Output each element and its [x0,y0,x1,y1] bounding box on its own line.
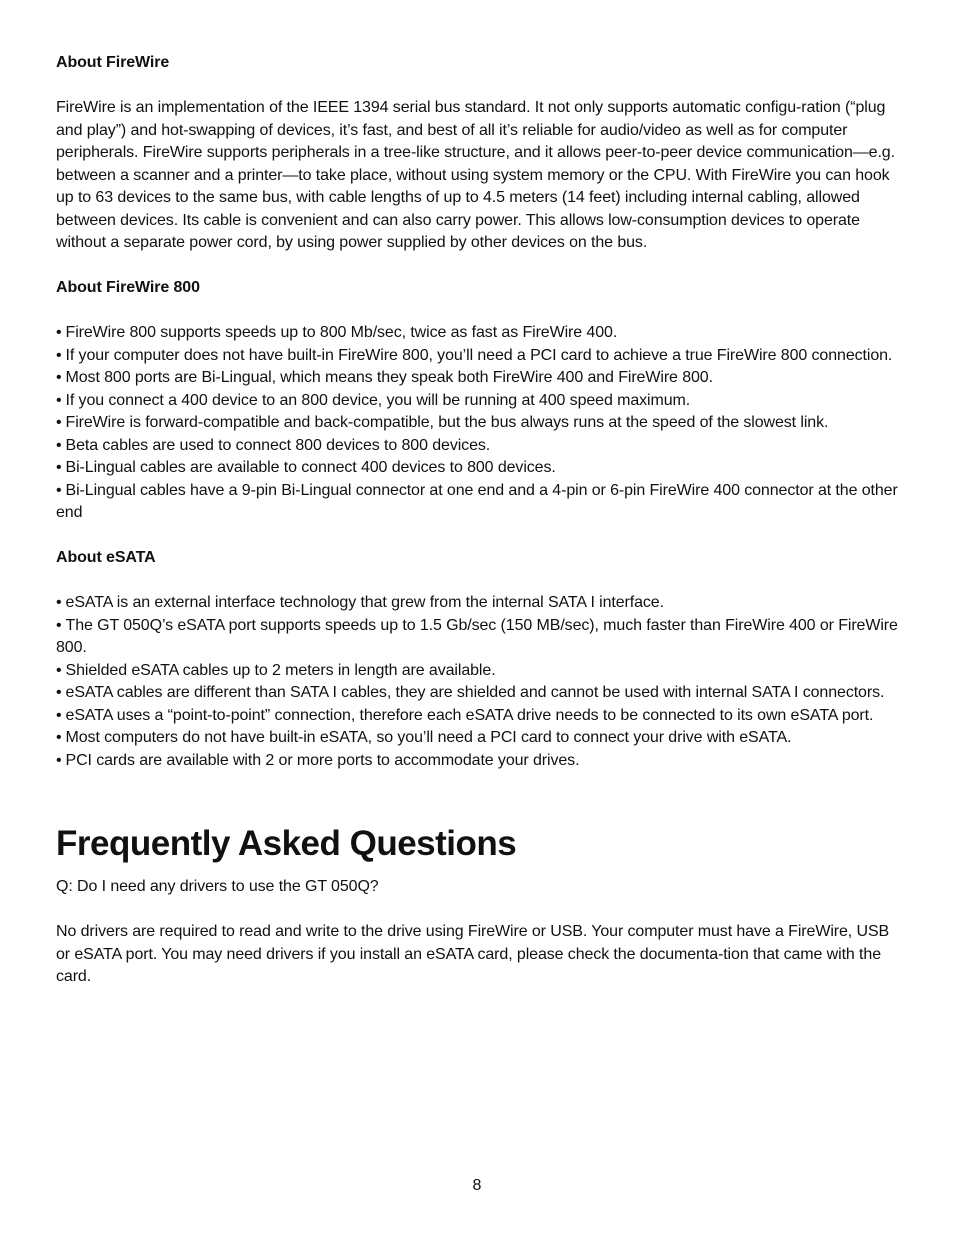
bullet-icon: • [56,414,62,431]
list-item: • PCI cards are available with 2 or more ports to accommodate your drives. [56,751,580,769]
heading-about-firewire-800: About FireWire 800 [56,279,200,296]
bullet-icon: • [56,346,62,364]
list-item: • Bi-Lingual cables are available to connect 400 devices to 800 devices. [56,459,556,476]
bullet-icon: • [56,661,62,679]
document-page [56,52,898,989]
section-about-esata [56,547,898,772]
list-item: • Most 800 ports are Bi-Lingual, which means they speak both FireWire 400 and FireWire 800. [56,369,713,386]
bullet-icon: • [56,391,62,409]
list-item: • eSATA is an external interface technology that grew from the internal SATA I interface. [56,594,664,611]
bullet-icon: • [56,684,62,701]
list-item: • Most computers do not have built-in eSATA, so you’ll need a PCI card to connect your drive with eSATA. [56,729,792,746]
firewire-800-bullet-list [56,322,898,525]
faq-question: Q: Do I need any drivers to use the GT 050Q? [56,878,379,895]
bullet-icon: • [56,324,62,341]
list-item: • If you connect a 400 device to an 800 device, you will be running at 400 speed maximum. [56,391,691,409]
page-number: 8 [472,1177,482,1194]
bullet-icon: • [56,616,62,634]
section-about-firewire-800 [56,277,898,525]
list-item: • FireWire 800 supports speeds up to 800 Mb/sec, twice as fast as FireWire 400. [56,324,618,341]
list-item: • FireWire is forward-compatible and back-compatible, but the bus always runs at the speed of the slowest link. [56,414,829,431]
bullet-icon: • [56,594,62,611]
bullet-icon: • [56,436,62,454]
faq-answer: No drivers are required to read and write to the drive using FireWire or USB. Your computer must have a FireWire, USB or eSATA port. You may need drivers if you install an eSATA card, please check the documenta-tion that came with the card. [56,923,890,985]
list-item: • eSATA cables are different than SATA I cables, they are shielded and cannot be used with internal SATA I connectors. [56,684,885,701]
section-faq [56,824,898,989]
heading-about-esata: About eSATA [56,549,156,566]
list-item: • If your computer does not have built-in FireWire 800, you’ll need a PCI card to achieve a true FireWire 800 connection. [56,346,893,364]
section-about-firewire [56,52,898,255]
paragraph-firewire: FireWire is an implementation of the IEEE 1394 serial bus standard. It not only supports automatic configu-ration (“plug and play”) and hot-swapping of devices, it’s fast, and best of all it’s reliable for audio/video as well as for computer peripherals. FireWire supports peripherals in a tree-like structure, and it allows peer-to-peer device communication—e.g. between a scanner and a printer—to take place, without using system memory or the CPU. With FireWire you can hook up to 63 devices to the same bus, with cable lengths of up to 4.5 meters (14 feet) including internal cabling, allowed between devices. Its cable is convenient and can also carry power. This allows low-consumption devices to operate without a separate power cord, by using power supplied by other devices on the bus. [56,99,895,251]
heading-about-firewire: About FireWire [56,54,170,71]
list-item: • The GT 050Q’s eSATA port supports speeds up to 1.5 Gb/sec (150 MB/sec), much faster than FireWire 400 or FireWire 800. [56,616,898,656]
faq-title: Frequently Asked Questions [56,824,517,863]
bullet-icon: • [56,459,62,476]
bullet-icon: • [56,729,62,746]
bullet-icon: • [56,751,62,769]
bullet-icon: • [56,481,62,499]
esata-bullet-list [56,592,898,772]
list-item: • Bi-Lingual cables have a 9-pin Bi-Lingual connector at one end and a 4-pin or 6-pin FireWire 400 connector at the other end [56,481,898,521]
bullet-icon: • [56,369,62,386]
list-item: • Beta cables are used to connect 800 devices to 800 devices. [56,436,491,454]
list-item: • eSATA uses a “point-to-point” connection, therefore each eSATA drive needs to be connected to its own eSATA port. [56,706,874,724]
list-item: • Shielded eSATA cables up to 2 meters in length are available. [56,661,496,679]
bullet-icon: • [56,706,62,724]
